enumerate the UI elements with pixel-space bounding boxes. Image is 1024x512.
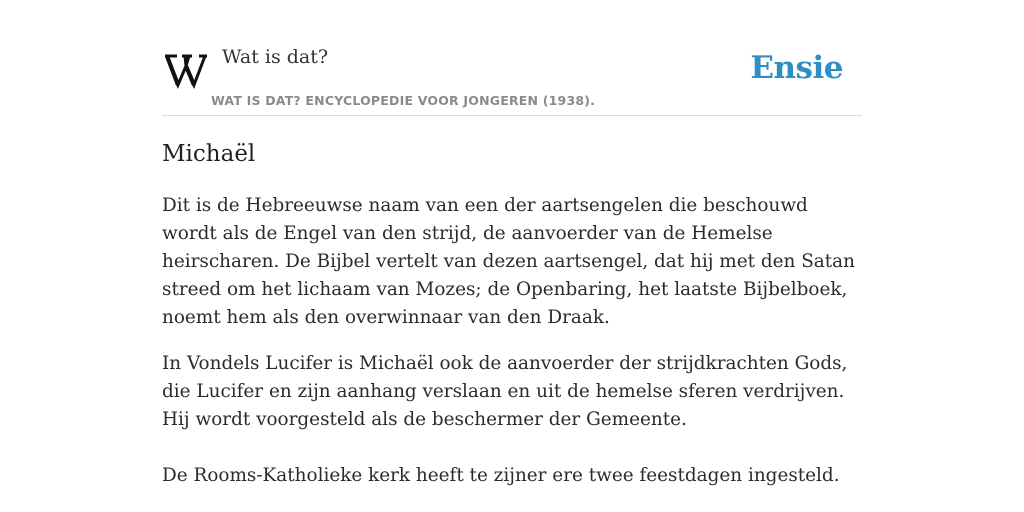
site-title[interactable]: Wat is dat? [222,46,329,68]
ensie-logo-link[interactable]: Ensie [750,50,843,86]
wikipedia-w-icon[interactable] [164,50,208,90]
article-paragraph: Dit is de Hebreeuwse naam van een der aartsengelen die beschouwd wordt als de Engel van den strijd, de aanvoerder van de Hemelse heirscharen. De Bijbel vertelt van dezen aartsengel, dat hij met den Satan streed om het lichaam van Mozes; de Openbaring, het laatste Bijbelboek, noemt hem als den overwinnaar van den Draak. [162,195,855,328]
article-paragraph: De Rooms-Katholieke kerk heeft te zijner ere twee feestdagen ingesteld. [162,465,840,486]
wikipedia-w-icon-graphic [164,50,208,90]
header [162,36,862,116]
article-paragraph: In Vondels Lucifer is Michaël ook de aanvoerder der strijdkrachten Gods, die Lucifer en zijn aanhang verslaan en uit de hemelse sferen verdrijven. Hij wordt voorgesteld als de beschermer der Gemeente. [162,353,848,430]
article-title: Michaël [162,141,256,167]
article [162,136,862,490]
source-subtitle: WAT IS DAT? ENCYCLOPEDIE VOOR JONGEREN (1938). [211,93,596,108]
